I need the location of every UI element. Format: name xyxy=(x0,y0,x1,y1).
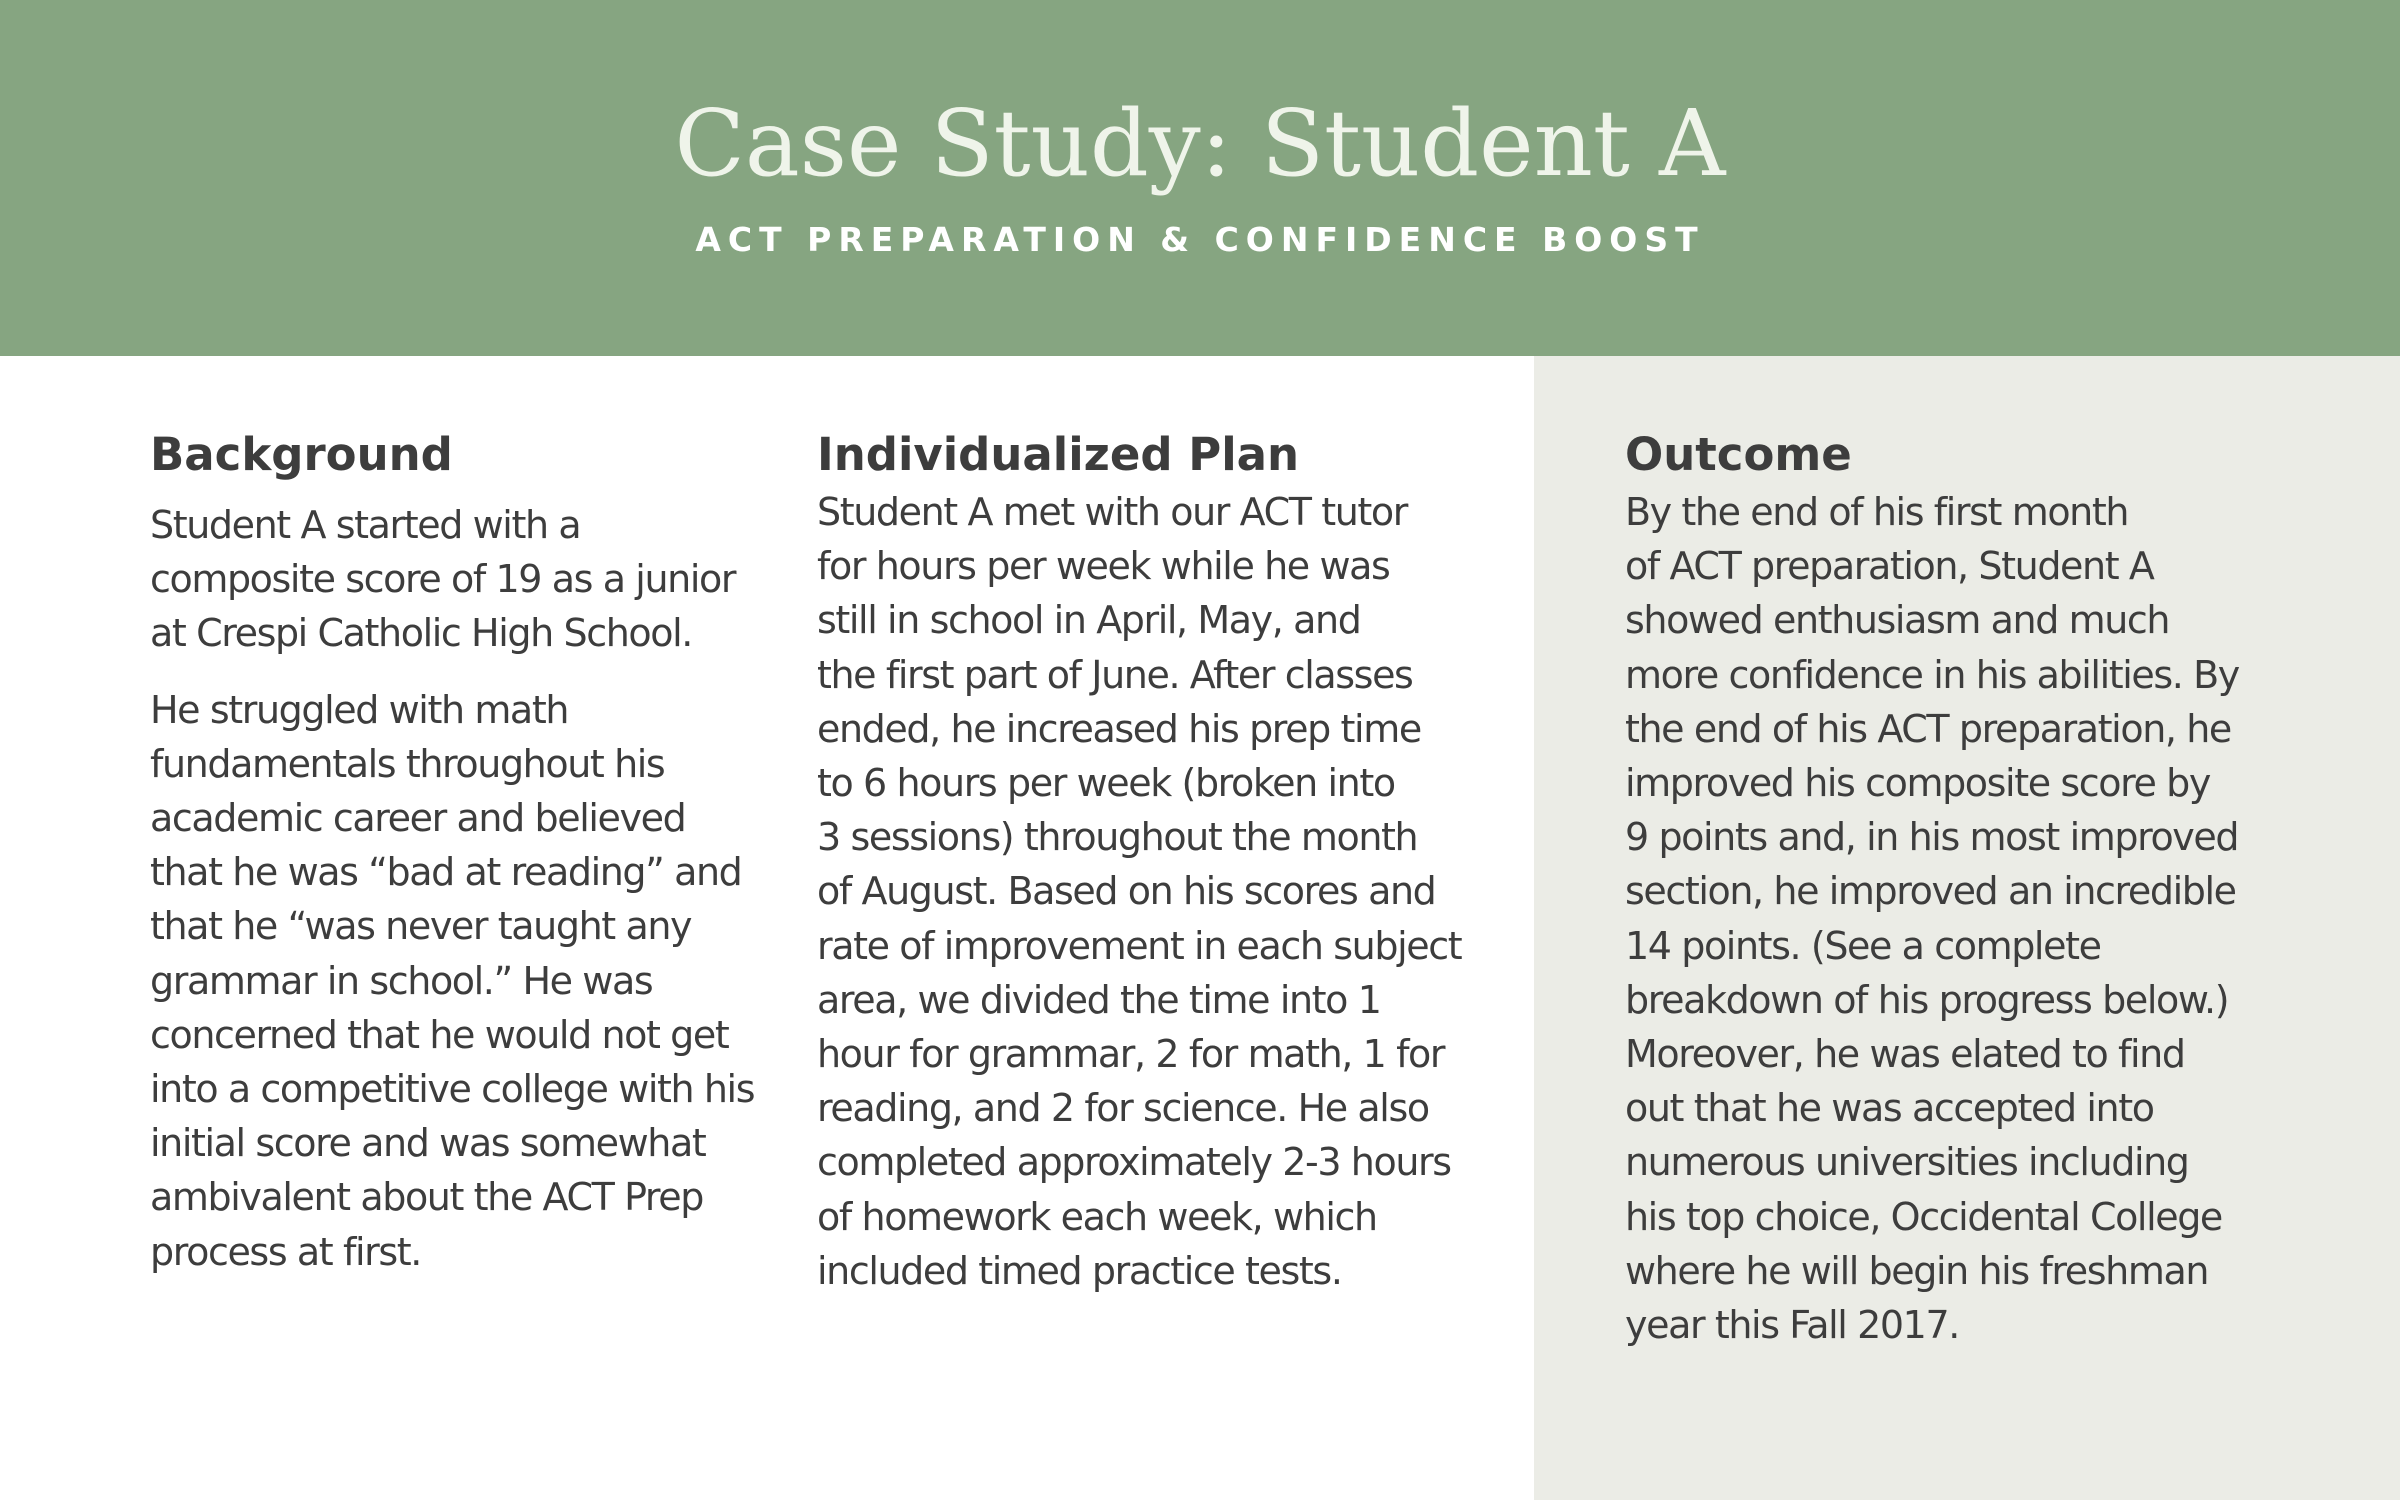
text-line: Student A met with our ACT tutor xyxy=(817,490,1407,534)
text-line: numerous universities including xyxy=(1625,1140,2189,1185)
text-line: completed approximately 2-3 hours xyxy=(817,1140,1451,1185)
text-line: fundamentals throughout his xyxy=(150,741,665,786)
text-line: section, he improved an incredible xyxy=(1625,869,2236,914)
text-line: that he “was never taught any xyxy=(150,904,692,949)
text-line: the end of his ACT preparation, he xyxy=(1625,706,2231,751)
outcome-section xyxy=(1625,420,2285,1352)
text-line: year this Fall 2017. xyxy=(1625,1303,1959,1348)
text-line: where he will begin his freshman xyxy=(1625,1248,2209,1293)
text-line: to 6 hours per week (broken into xyxy=(817,761,1395,806)
background-paragraph-1 xyxy=(150,498,770,661)
text-line: of homework each week, which xyxy=(817,1194,1377,1239)
text-line: of August. Based on his scores and xyxy=(817,869,1436,914)
background-heading: Background xyxy=(150,428,453,481)
text-line: Moreover, he was elated to find xyxy=(1625,1032,2185,1077)
outcome-paragraph xyxy=(1625,485,2285,1352)
text-line: composite score of 19 as a junior xyxy=(150,557,736,602)
text-line: ambivalent about the ACT Prep xyxy=(150,1175,704,1220)
text-line: showed enthusiasm and much xyxy=(1625,598,2170,643)
text-line: breakdown of his progress below.) xyxy=(1625,977,2229,1022)
text-line: hour for grammar, 2 for math, 1 for xyxy=(817,1032,1445,1077)
text-line: his top choice, Occidental College xyxy=(1625,1194,2222,1239)
background-section xyxy=(150,420,770,1279)
text-line: that he was “bad at reading” and xyxy=(150,850,742,895)
text-line: improved his composite score by xyxy=(1625,761,2210,806)
plan-heading: Individualized Plan xyxy=(817,428,1300,481)
text-line: of ACT preparation, Student A xyxy=(1625,544,2154,589)
plan-section xyxy=(817,420,1477,1298)
text-line: 9 points and, in his most improved xyxy=(1625,815,2239,860)
outcome-heading: Outcome xyxy=(1625,428,1852,481)
text-line: rate of improvement in each subject xyxy=(817,923,1462,968)
text-line: area, we divided the time into 1 xyxy=(817,977,1381,1022)
text-line: academic career and believed xyxy=(150,796,686,841)
page-subtitle: ACT PREPARATION & CONFIDENCE BOOST xyxy=(695,220,1705,259)
text-line: grammar in school.” He was xyxy=(150,958,653,1003)
text-line: at Crespi Catholic High School. xyxy=(150,611,692,656)
text-line: 3 sessions) throughout the month xyxy=(817,815,1418,860)
text-line: initial score and was somewhat xyxy=(150,1121,706,1166)
text-line: more confidence in his abilities. By xyxy=(1625,652,2239,697)
text-line: 14 points. (See a complete xyxy=(1625,923,2101,968)
plan-paragraph xyxy=(817,485,1477,1298)
page-title: Case Study: Student A xyxy=(674,90,1726,197)
text-line: still in school in April, May, and xyxy=(817,598,1361,643)
header-banner xyxy=(0,0,2400,356)
text-line: the first part of June. After classes xyxy=(817,652,1413,697)
text-line: into a competitive college with his xyxy=(150,1067,755,1112)
text-line: out that he was accepted into xyxy=(1625,1086,2154,1131)
text-line: By the end of his first month xyxy=(1625,490,2129,534)
background-paragraph-2 xyxy=(150,683,770,1279)
text-line: for hours per week while he was xyxy=(817,544,1390,589)
text-line: ended, he increased his prep time xyxy=(817,706,1421,751)
text-line: process at first. xyxy=(150,1229,421,1274)
text-line: included timed practice tests. xyxy=(817,1248,1342,1293)
text-line: concerned that he would not get xyxy=(150,1012,729,1057)
text-line: reading, and 2 for science. He also xyxy=(817,1086,1429,1131)
text-line: He struggled with math xyxy=(150,687,569,732)
text-line: Student A started with a xyxy=(150,503,581,547)
